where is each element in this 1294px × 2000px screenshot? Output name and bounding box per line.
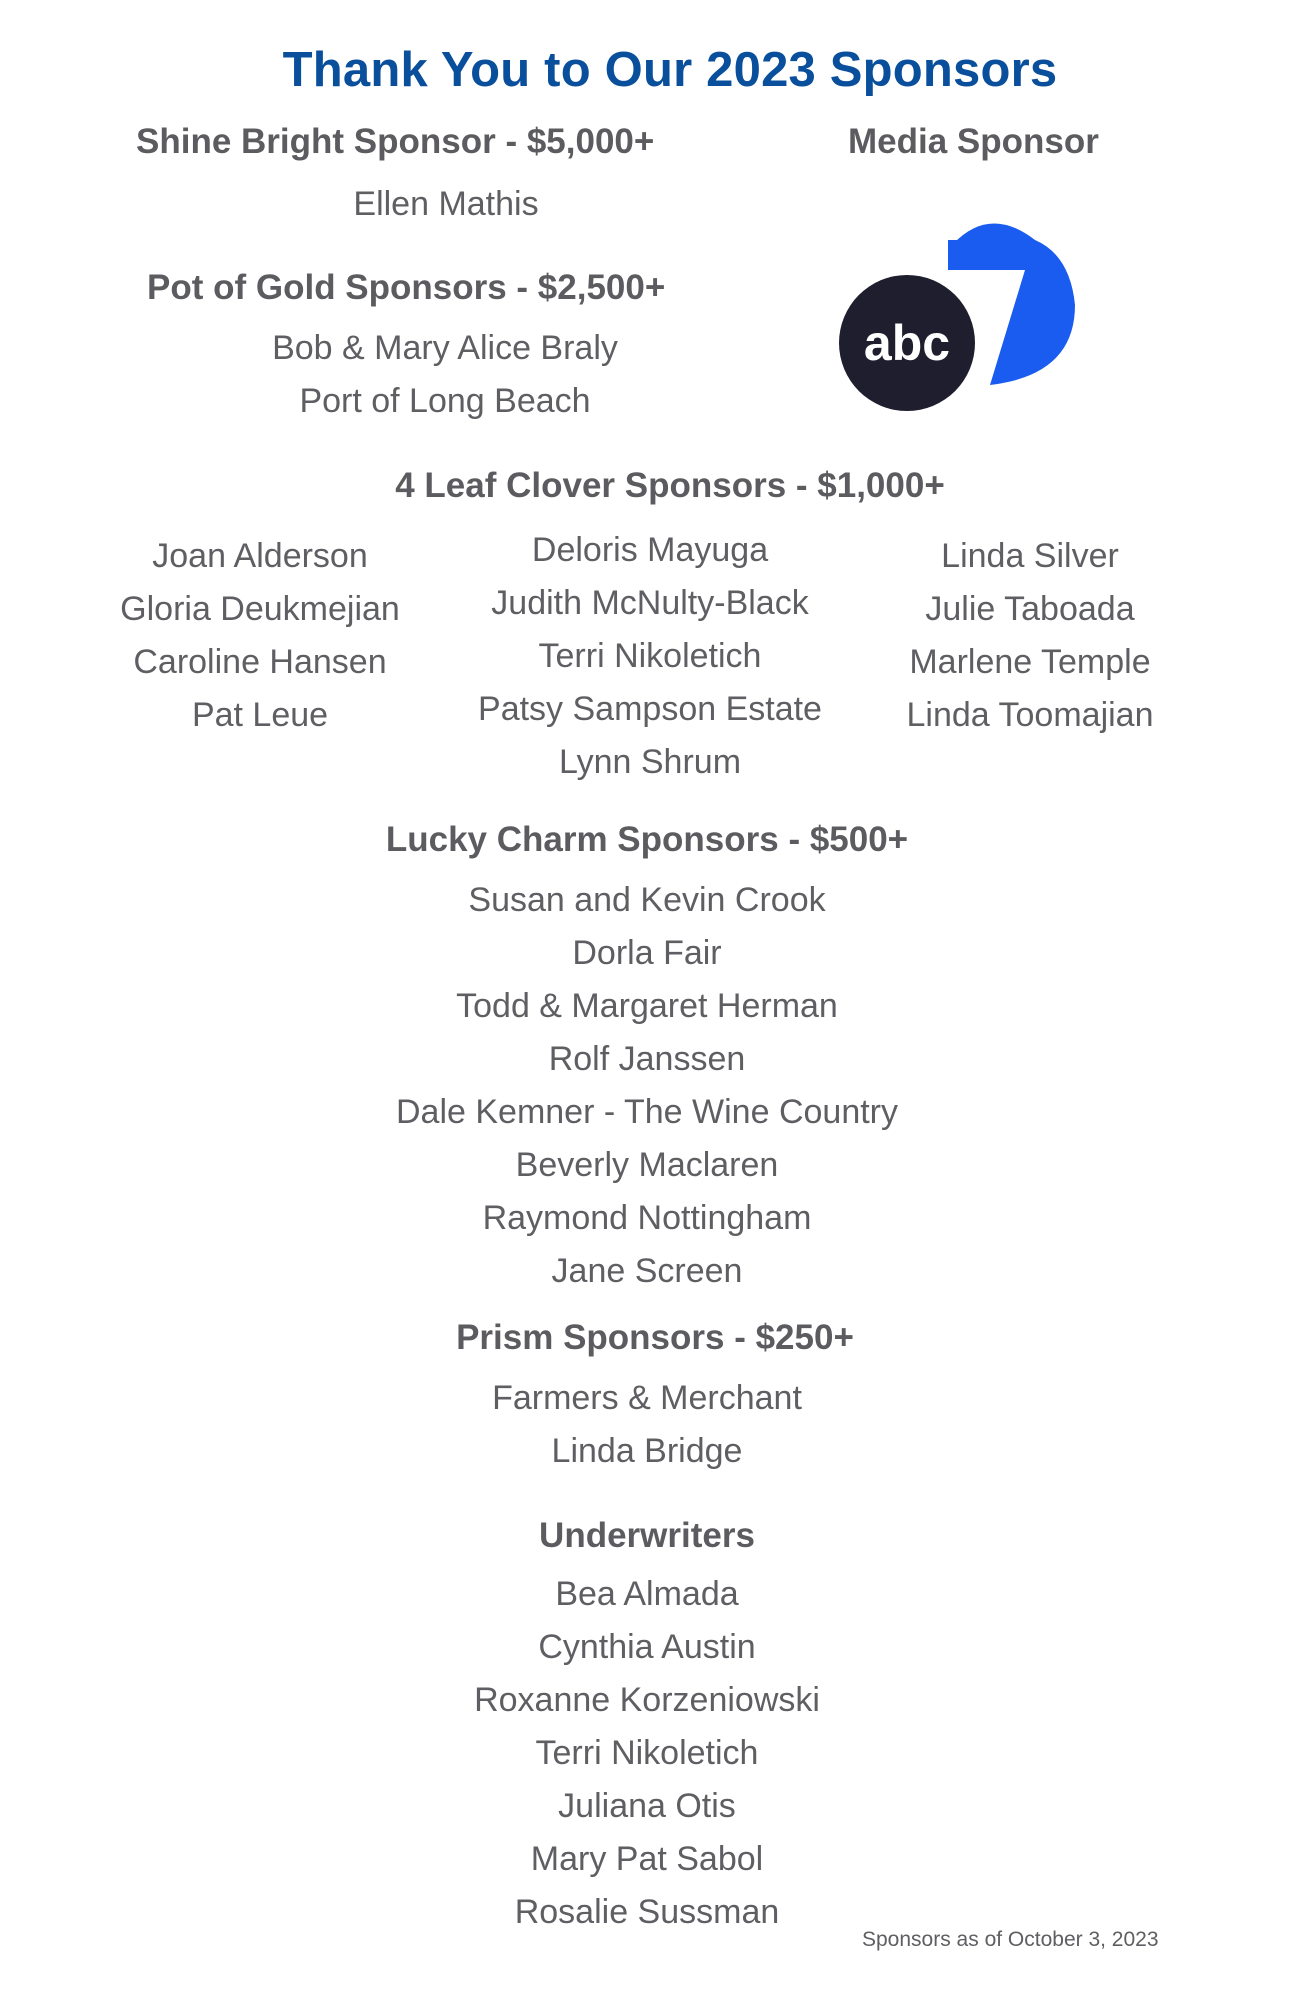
footer-note: Sponsors as of October 3, 2023	[862, 1928, 1159, 1951]
list-item: Gloria Deukmejian	[120, 590, 400, 628]
abc-logo-text: abc	[863, 315, 951, 371]
list-item: Terri Nikoletich	[538, 637, 762, 675]
list-item: Jane Screen	[551, 1252, 743, 1290]
list-item: Farmers & Merchant	[492, 1379, 802, 1417]
list-item: Joan Alderson	[152, 537, 368, 575]
four-leaf-column-3	[870, 530, 1190, 742]
list-item: Terri Nikoletich	[535, 1734, 759, 1772]
list-item: Linda Bridge	[551, 1432, 743, 1470]
list-item: Beverly Maclaren	[515, 1146, 779, 1184]
shine-bright-heading: Shine Bright Sponsor - $5,000+	[136, 122, 655, 161]
list-item: Caroline Hansen	[133, 643, 387, 681]
list-item: Linda Silver	[941, 537, 1119, 575]
list-item: Bea Almada	[555, 1575, 739, 1613]
page-title: Thank You to Our 2023 Sponsors	[282, 43, 1058, 97]
list-item: Linda Toomajian	[906, 696, 1154, 734]
list-item: Cynthia Austin	[538, 1628, 756, 1666]
list-item: Marlene Temple	[909, 643, 1151, 681]
list-item: Port of Long Beach	[299, 382, 591, 420]
abc7-logo-icon	[835, 210, 1110, 415]
list-item: Roxanne Korzeniowski	[474, 1681, 820, 1719]
lucky-charm-heading: Lucky Charm Sponsors - $500+	[385, 820, 909, 859]
list-item: Todd & Margaret Herman	[456, 987, 838, 1025]
underwriters-heading: Underwriters	[539, 1516, 755, 1555]
abc7-logo	[835, 210, 1110, 415]
list-item: Juliana Otis	[558, 1787, 736, 1825]
list-item: Dale Kemner - The Wine Country	[395, 1093, 898, 1131]
list-item: Rosalie Sussman	[514, 1893, 780, 1931]
list-item: Patsy Sampson Estate	[478, 690, 822, 728]
pot-of-gold-heading: Pot of Gold Sponsors - $2,500+	[147, 268, 666, 307]
list-item: Susan and Kevin Crook	[468, 881, 826, 919]
lucky-charm-list	[0, 874, 1294, 1298]
prism-list	[0, 1372, 1294, 1478]
prism-heading: Prism Sponsors - $250+	[456, 1318, 854, 1357]
four-leaf-clover-heading: 4 Leaf Clover Sponsors - $1,000+	[395, 466, 945, 505]
four-leaf-column-1	[90, 530, 430, 742]
list-item: Julie Taboada	[925, 590, 1135, 628]
list-item: Deloris Mayuga	[531, 531, 769, 569]
list-item: Raymond Nottingham	[482, 1199, 812, 1237]
media-sponsor-heading: Media Sponsor	[848, 122, 1099, 161]
list-item: Judith McNulty-Black	[491, 584, 809, 622]
shine-bright-name: Ellen Mathis	[353, 185, 539, 223]
list-item: Lynn Shrum	[558, 743, 742, 781]
list-item: Bob & Mary Alice Braly	[272, 329, 618, 367]
list-item: Dorla Fair	[572, 934, 722, 972]
list-item: Pat Leue	[191, 696, 329, 734]
underwriters-list	[0, 1568, 1294, 1939]
list-item: Rolf Janssen	[548, 1040, 746, 1078]
four-leaf-column-2	[470, 524, 830, 789]
list-item: Mary Pat Sabol	[530, 1840, 764, 1878]
pot-of-gold-list	[225, 322, 665, 428]
